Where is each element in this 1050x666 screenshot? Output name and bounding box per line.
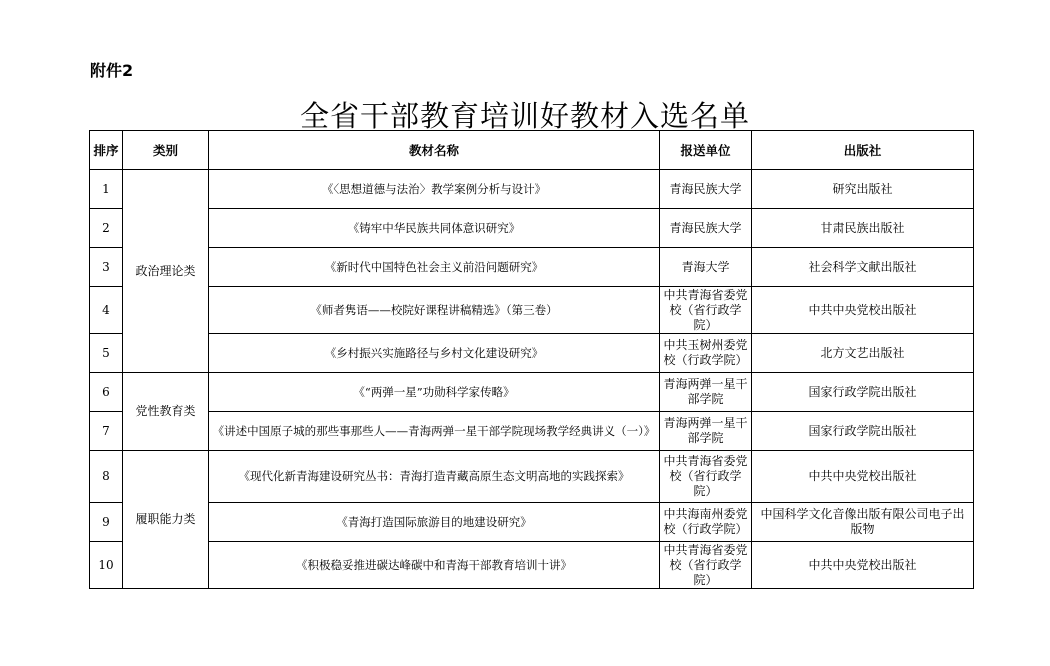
row-publisher: 国家行政学院出版社 (752, 373, 974, 412)
table-row (90, 542, 974, 589)
row-title: 《师者隽语——校院好课程讲稿精选》（第三卷） (209, 287, 660, 334)
row-unit: 青海民族大学 (660, 209, 752, 248)
row-unit: 中共青海省委党校（省行政学院） (660, 542, 752, 589)
row-order: 3 (90, 248, 123, 287)
row-publisher: 中共中央党校出版社 (752, 542, 974, 589)
table-row (90, 209, 974, 248)
row-unit: 青海两弹一星干部学院 (660, 412, 752, 451)
row-order: 5 (90, 334, 123, 373)
column-header-order: 排序 (90, 131, 123, 170)
row-publisher: 北方文艺出版社 (752, 334, 974, 373)
row-unit: 中共青海省委党校（省行政学院） (660, 287, 752, 334)
row-unit: 青海两弹一星干部学院 (660, 373, 752, 412)
column-header-unit: 报送单位 (660, 131, 752, 170)
row-title: 《积极稳妥推进碳达峰碳中和青海干部教育培训十讲》 (209, 542, 660, 589)
table-row (90, 248, 974, 287)
row-publisher: 中国科学文化音像出版有限公司电子出版物 (752, 503, 974, 542)
materials-table (89, 130, 974, 589)
row-publisher: 国家行政学院出版社 (752, 412, 974, 451)
row-order: 9 (90, 503, 123, 542)
row-title: 《新时代中国特色社会主义前沿问题研究》 (209, 248, 660, 287)
row-title: 《现代化新青海建设研究丛书：青海打造青藏高原生态文明高地的实践探索》 (209, 451, 660, 503)
row-order: 1 (90, 170, 123, 209)
column-header-category: 类别 (123, 131, 209, 170)
row-order: 6 (90, 373, 123, 412)
table-header-row (90, 131, 974, 170)
row-order: 4 (90, 287, 123, 334)
row-title: 《青海打造国际旅游目的地建设研究》 (209, 503, 660, 542)
row-unit: 中共海南州委党校（行政学院） (660, 503, 752, 542)
row-title: 《〈思想道德与法治〉教学案例分析与设计》 (209, 170, 660, 209)
column-header-publisher: 出版社 (752, 131, 974, 170)
row-title: 《“两弹一星”功勋科学家传略》 (209, 373, 660, 412)
category-cell: 党性教育类 (123, 373, 209, 451)
row-order: 2 (90, 209, 123, 248)
row-publisher: 研究出版社 (752, 170, 974, 209)
row-publisher: 中共中央党校出版社 (752, 287, 974, 334)
page-title: 全省干部教育培训好教材入选名单 (299, 99, 750, 133)
table-row (90, 334, 974, 373)
table-row (90, 451, 974, 503)
row-unit: 青海民族大学 (660, 170, 752, 209)
row-unit: 青海大学 (660, 248, 752, 287)
row-title: 《乡村振兴实施路径与乡村文化建设研究》 (209, 334, 660, 373)
category-cell: 政治理论类 (123, 170, 209, 373)
table-row (90, 287, 974, 334)
table-row (90, 412, 974, 451)
table-row (90, 373, 974, 412)
row-unit: 中共青海省委党校（省行政学院） (660, 451, 752, 503)
table-row (90, 170, 974, 209)
column-header-title: 教材名称 (209, 131, 660, 170)
row-unit: 中共玉树州委党校（行政学院） (660, 334, 752, 373)
row-order: 7 (90, 412, 123, 451)
row-order: 10 (90, 542, 123, 589)
category-cell: 履职能力类 (123, 451, 209, 589)
row-title: 《讲述中国原子城的那些事那些人——青海两弹一星干部学院现场教学经典讲义（一）》 (209, 412, 660, 451)
row-title: 《铸牢中华民族共同体意识研究》 (209, 209, 660, 248)
row-order: 8 (90, 451, 123, 503)
table-row (90, 503, 974, 542)
attachment-label: 附件2 (90, 61, 134, 80)
row-publisher: 社会科学文献出版社 (752, 248, 974, 287)
row-publisher: 甘肃民族出版社 (752, 209, 974, 248)
row-publisher: 中共中央党校出版社 (752, 451, 974, 503)
